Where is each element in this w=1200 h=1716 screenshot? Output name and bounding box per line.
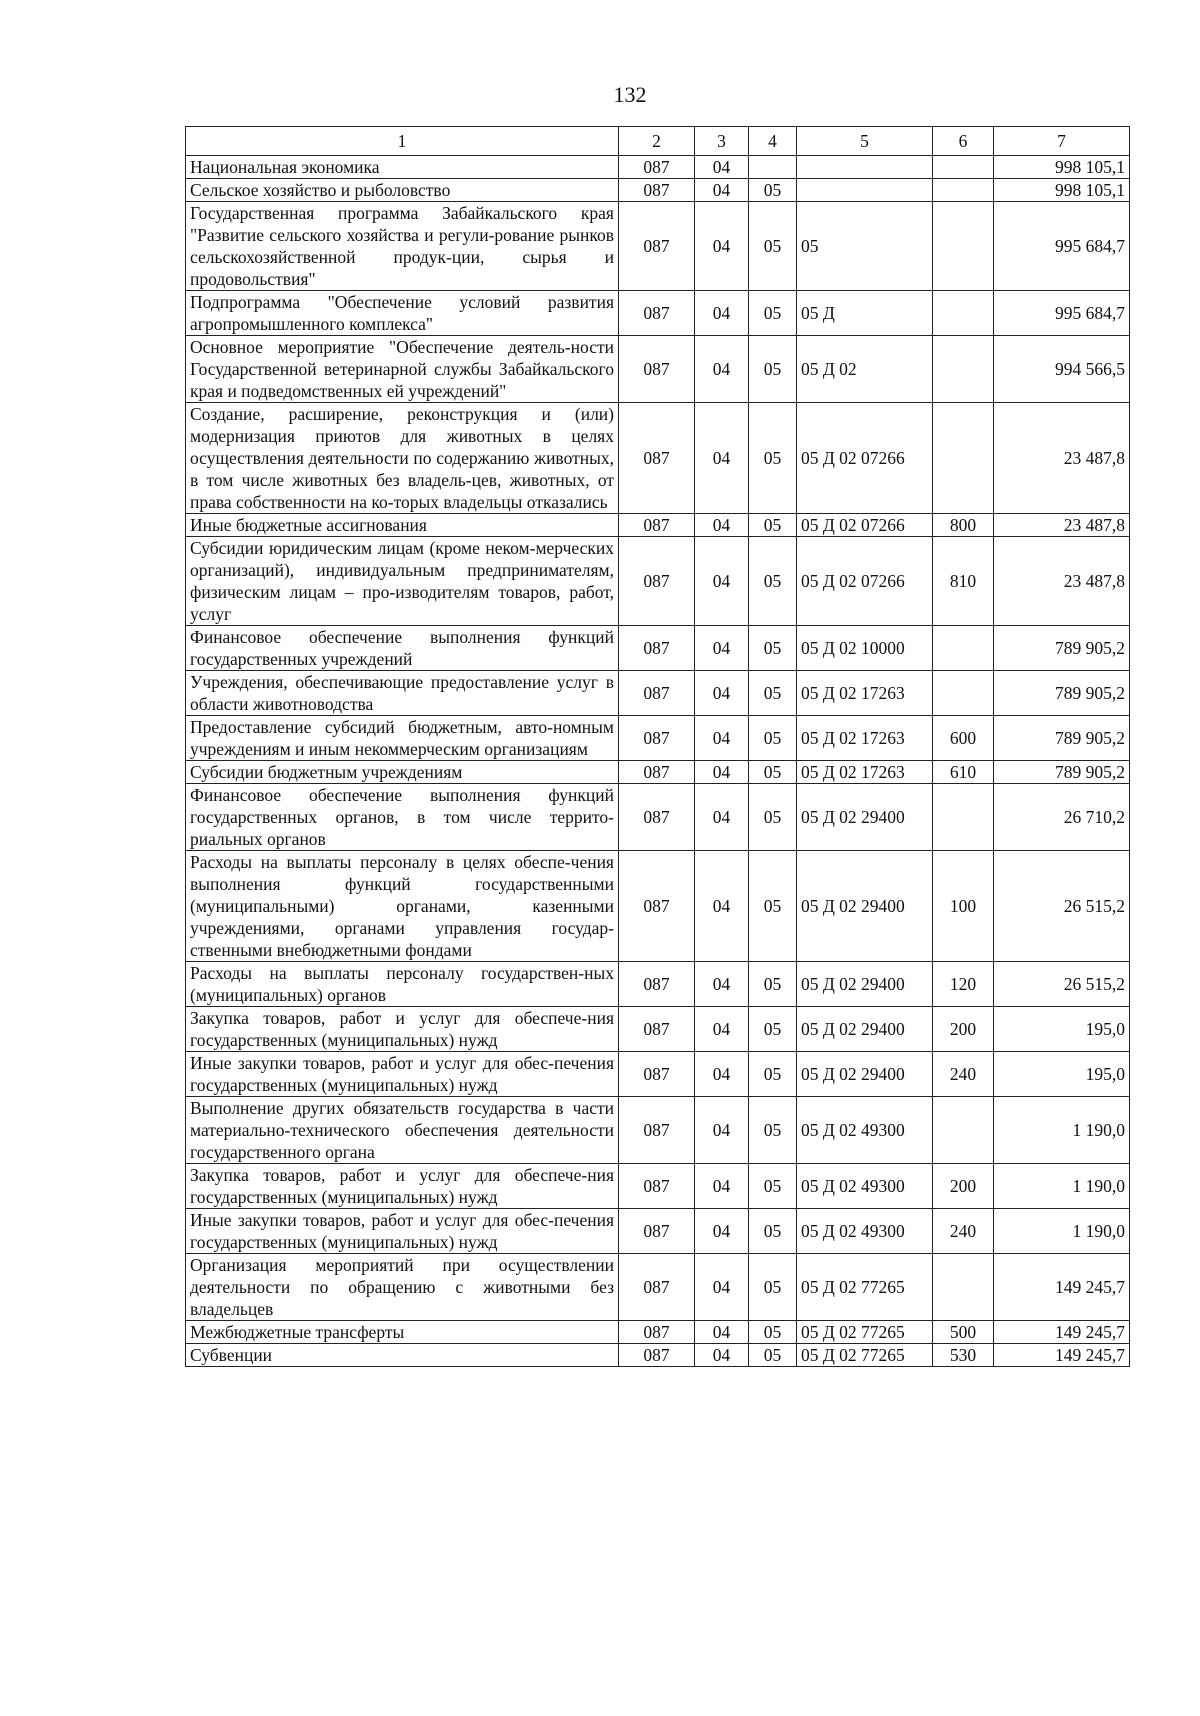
amount-cell: 195,0 [994,1052,1130,1097]
table-row [186,1007,1130,1052]
admin-code-cell: 087 [619,1097,695,1164]
target-article-cell: 05 Д 02 07266 [797,537,933,626]
admin-code-cell: 087 [619,851,695,962]
admin-code-cell: 087 [619,1344,695,1367]
amount-cell: 26 710,2 [994,784,1130,851]
amount-cell: 998 105,1 [994,179,1130,202]
amount-cell: 789 905,2 [994,626,1130,671]
row-name-cell: Национальная экономика [186,156,619,179]
admin-code-cell: 087 [619,716,695,761]
target-article-cell: 05 Д 02 77265 [797,1344,933,1367]
subsection-code-cell: 05 [749,962,797,1007]
amount-cell: 789 905,2 [994,761,1130,784]
expense-type-cell: 120 [933,962,994,1007]
subsection-code-cell: 05 [749,1344,797,1367]
table-body [186,156,1130,1367]
amount-cell: 26 515,2 [994,962,1130,1007]
admin-code-cell: 087 [619,1321,695,1344]
row-name-cell: Основное мероприятие "Обеспечение деятель-ности Государственной ветеринарной службы Забайкальского края и подведомственных ей учреждений" [186,336,619,403]
target-article-cell [797,156,933,179]
amount-cell: 789 905,2 [994,671,1130,716]
table-row [186,1344,1130,1367]
expense-type-cell: 600 [933,716,994,761]
row-name-cell: Закупка товаров, работ и услуг для обеспече-ния государственных (муниципальных) нужд [186,1007,619,1052]
amount-cell: 1 190,0 [994,1209,1130,1254]
amount-cell: 23 487,8 [994,403,1130,514]
table-row [186,202,1130,291]
amount-cell: 23 487,8 [994,514,1130,537]
subsection-code-cell: 05 [749,1209,797,1254]
subsection-code-cell: 05 [749,626,797,671]
section-code-cell: 04 [695,1209,749,1254]
subsection-code-cell: 05 [749,291,797,336]
expense-type-cell: 100 [933,851,994,962]
target-article-cell: 05 Д 02 07266 [797,514,933,537]
expense-type-cell [933,403,994,514]
table-row [186,403,1130,514]
expense-type-cell: 240 [933,1209,994,1254]
table-row [186,784,1130,851]
target-article-cell: 05 Д 02 17263 [797,671,933,716]
subsection-code-cell: 05 [749,1097,797,1164]
expense-type-cell [933,291,994,336]
target-article-cell: 05 Д 02 29400 [797,784,933,851]
section-code-cell: 04 [695,626,749,671]
subsection-code-cell: 05 [749,537,797,626]
expense-type-cell [933,1097,994,1164]
subsection-code-cell: 05 [749,514,797,537]
column-header: 5 [797,127,933,156]
amount-cell: 995 684,7 [994,291,1130,336]
amount-cell: 994 566,5 [994,336,1130,403]
row-name-cell: Создание, расширение, реконструкция и (или) модернизация приютов для животных в целях осуществления деятельности по содержанию животных, в том числе животных без владель-цев, животных, от права собственности на ко-торых владельцы отказались [186,403,619,514]
amount-cell: 149 245,7 [994,1321,1130,1344]
target-article-cell [797,179,933,202]
row-name-cell: Предоставление субсидий бюджетным, авто-номным учреждениям и иным некоммерческим организациям [186,716,619,761]
target-article-cell: 05 Д 02 49300 [797,1209,933,1254]
subsection-code-cell: 05 [749,336,797,403]
section-code-cell: 04 [695,291,749,336]
expense-type-cell: 800 [933,514,994,537]
table-row [186,1052,1130,1097]
expense-type-cell [933,1254,994,1321]
amount-cell: 149 245,7 [994,1254,1130,1321]
amount-cell: 149 245,7 [994,1344,1130,1367]
target-article-cell: 05 Д [797,291,933,336]
subsection-code-cell: 05 [749,202,797,291]
subsection-code-cell [749,156,797,179]
table-row [186,537,1130,626]
expense-type-cell: 810 [933,537,994,626]
table-row [186,761,1130,784]
admin-code-cell: 087 [619,202,695,291]
subsection-code-cell: 05 [749,179,797,202]
expense-type-cell: 200 [933,1007,994,1052]
expense-type-cell: 240 [933,1052,994,1097]
section-code-cell: 04 [695,179,749,202]
budget-table [185,126,1130,1367]
section-code-cell: 04 [695,202,749,291]
section-code-cell: 04 [695,1052,749,1097]
row-name-cell: Учреждения, обеспечивающие предоставление услуг в области животноводства [186,671,619,716]
subsection-code-cell: 05 [749,1321,797,1344]
section-code-cell: 04 [695,1321,749,1344]
expense-type-cell: 200 [933,1164,994,1209]
admin-code-cell: 087 [619,1007,695,1052]
admin-code-cell: 087 [619,671,695,716]
table-row [186,671,1130,716]
admin-code-cell: 087 [619,962,695,1007]
row-name-cell: Межбюджетные трансферты [186,1321,619,1344]
table-row [186,179,1130,202]
row-name-cell: Организация мероприятий при осуществлении деятельности по обращению с животными без владельцев [186,1254,619,1321]
amount-cell: 1 190,0 [994,1097,1130,1164]
subsection-code-cell: 05 [749,403,797,514]
expense-type-cell: 610 [933,761,994,784]
row-name-cell: Государственная программа Забайкальского края "Развитие сельского хозяйства и регули-рование рынков сельскохозяйственной продук-ции, сырья и продовольствия" [186,202,619,291]
section-code-cell: 04 [695,784,749,851]
section-code-cell: 04 [695,716,749,761]
row-name-cell: Субсидии бюджетным учреждениям [186,761,619,784]
subsection-code-cell: 05 [749,761,797,784]
admin-code-cell: 087 [619,626,695,671]
target-article-cell: 05 Д 02 07266 [797,403,933,514]
section-code-cell: 04 [695,761,749,784]
target-article-cell: 05 Д 02 10000 [797,626,933,671]
expense-type-cell [933,626,994,671]
subsection-code-cell: 05 [749,851,797,962]
section-code-cell: 04 [695,403,749,514]
table-row [186,1321,1130,1344]
row-name-cell: Субвенции [186,1344,619,1367]
expense-type-cell [933,336,994,403]
admin-code-cell: 087 [619,1052,695,1097]
target-article-cell: 05 Д 02 29400 [797,851,933,962]
admin-code-cell: 087 [619,291,695,336]
column-header: 1 [186,127,619,156]
row-name-cell: Финансовое обеспечение выполнения функций государственных учреждений [186,626,619,671]
target-article-cell: 05 Д 02 29400 [797,1052,933,1097]
section-code-cell: 04 [695,514,749,537]
section-code-cell: 04 [695,962,749,1007]
section-code-cell: 04 [695,1164,749,1209]
expense-type-cell [933,671,994,716]
row-name-cell: Сельское хозяйство и рыболовство [186,179,619,202]
column-header: 4 [749,127,797,156]
target-article-cell: 05 Д 02 77265 [797,1254,933,1321]
subsection-code-cell: 05 [749,716,797,761]
column-header: 6 [933,127,994,156]
table-row [186,1164,1130,1209]
target-article-cell: 05 Д 02 [797,336,933,403]
admin-code-cell: 087 [619,537,695,626]
section-code-cell: 04 [695,1007,749,1052]
subsection-code-cell: 05 [749,1052,797,1097]
table-row [186,716,1130,761]
table-row [186,962,1130,1007]
table-row [186,851,1130,962]
target-article-cell: 05 Д 02 17263 [797,761,933,784]
table-row [186,1254,1130,1321]
expense-type-cell [933,784,994,851]
expense-type-cell [933,202,994,291]
admin-code-cell: 087 [619,156,695,179]
section-code-cell: 04 [695,1097,749,1164]
target-article-cell: 05 Д 02 49300 [797,1097,933,1164]
admin-code-cell: 087 [619,784,695,851]
subsection-code-cell: 05 [749,1254,797,1321]
row-name-cell: Субсидии юридическим лицам (кроме неком-мерческих организаций), индивидуальным предпринимателям, физическим лицам – про-изводителям товаров, работ, услуг [186,537,619,626]
table-row [186,1097,1130,1164]
target-article-cell: 05 Д 02 29400 [797,1007,933,1052]
target-article-cell: 05 Д 02 17263 [797,716,933,761]
row-name-cell: Подпрограмма "Обеспечение условий развития агропромышленного комплекса" [186,291,619,336]
admin-code-cell: 087 [619,1209,695,1254]
admin-code-cell: 087 [619,514,695,537]
subsection-code-cell: 05 [749,784,797,851]
admin-code-cell: 087 [619,179,695,202]
section-code-cell: 04 [695,1344,749,1367]
target-article-cell: 05 Д 02 29400 [797,962,933,1007]
column-header: 7 [994,127,1130,156]
target-article-cell: 05 [797,202,933,291]
column-header: 2 [619,127,695,156]
amount-cell: 26 515,2 [994,851,1130,962]
admin-code-cell: 087 [619,1164,695,1209]
expense-type-cell: 530 [933,1344,994,1367]
page-number: 132 [613,82,647,107]
table-row [186,626,1130,671]
amount-cell: 998 105,1 [994,156,1130,179]
row-name-cell: Иные закупки товаров, работ и услуг для обес-печения государственных (муниципальных) нужд [186,1209,619,1254]
row-name-cell: Расходы на выплаты персоналу в целях обеспе-чения выполнения функций государственными (муниципальными) органами, казенными учреждениями, органами управления государ-ственными внебюджетными фондами [186,851,619,962]
row-name-cell: Иные бюджетные ассигнования [186,514,619,537]
expense-type-cell [933,179,994,202]
subsection-code-cell: 05 [749,1164,797,1209]
column-header: 3 [695,127,749,156]
table-row [186,156,1130,179]
table-row [186,1209,1130,1254]
row-name-cell: Выполнение других обязательств государства в части материально-технического обеспечения деятельности государственного органа [186,1097,619,1164]
section-code-cell: 04 [695,336,749,403]
amount-cell: 995 684,7 [994,202,1130,291]
section-code-cell: 04 [695,851,749,962]
row-name-cell: Закупка товаров, работ и услуг для обеспече-ния государственных (муниципальных) нужд [186,1164,619,1209]
subsection-code-cell: 05 [749,671,797,716]
section-code-cell: 04 [695,156,749,179]
table-row [186,291,1130,336]
admin-code-cell: 087 [619,761,695,784]
amount-cell: 23 487,8 [994,537,1130,626]
section-code-cell: 04 [695,671,749,716]
amount-cell: 789 905,2 [994,716,1130,761]
header-row [186,127,1130,156]
section-code-cell: 04 [695,1254,749,1321]
row-name-cell: Иные закупки товаров, работ и услуг для обес-печения государственных (муниципальных) нужд [186,1052,619,1097]
target-article-cell: 05 Д 02 77265 [797,1321,933,1344]
amount-cell: 195,0 [994,1007,1130,1052]
admin-code-cell: 087 [619,336,695,403]
expense-type-cell: 500 [933,1321,994,1344]
subsection-code-cell: 05 [749,1007,797,1052]
expense-type-cell [933,156,994,179]
admin-code-cell: 087 [619,1254,695,1321]
row-name-cell: Расходы на выплаты персоналу государствен-ных (муниципальных) органов [186,962,619,1007]
table-row [186,514,1130,537]
table-row [186,336,1130,403]
amount-cell: 1 190,0 [994,1164,1130,1209]
row-name-cell: Финансовое обеспечение выполнения функций государственных органов, в том числе террито-риальных органов [186,784,619,851]
admin-code-cell: 087 [619,403,695,514]
section-code-cell: 04 [695,537,749,626]
target-article-cell: 05 Д 02 49300 [797,1164,933,1209]
